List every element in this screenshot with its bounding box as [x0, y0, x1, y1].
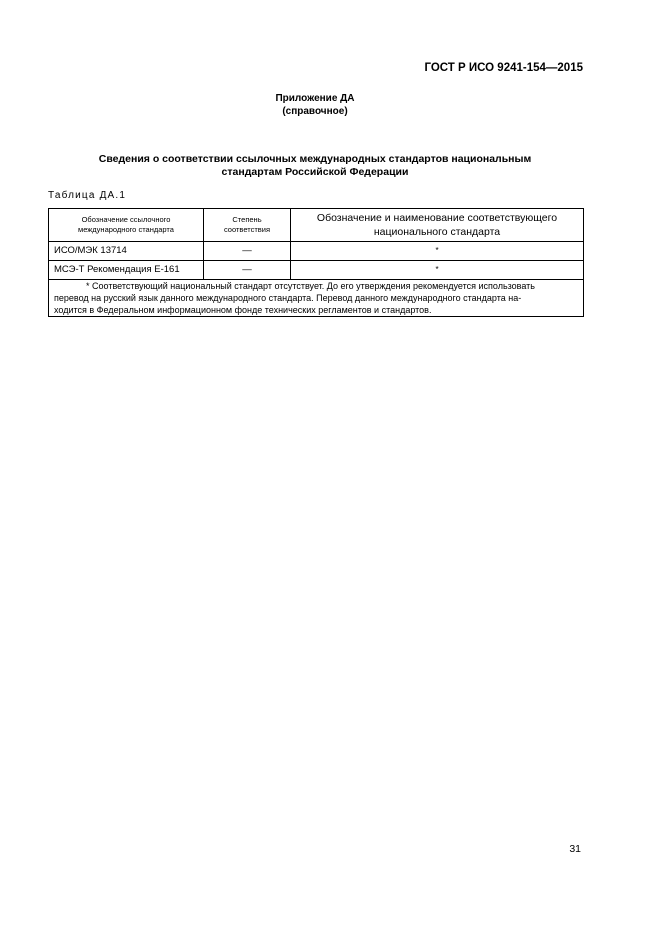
header-national-standard: Обозначение и наименование соответствующего национального стандарта: [291, 209, 584, 242]
page-number: 31: [569, 843, 581, 855]
footnote-line-2: перевод на русский язык данного международного стандарта. Перевод данного международного стандарта на-: [54, 293, 522, 303]
correspondence-table: [48, 208, 584, 317]
footnote-line-3: ходится в Федеральном информационном фонде технических регламентов и стандартов.: [54, 305, 432, 315]
header-degree-of-correspondence: Степень соответствия: [204, 209, 291, 242]
section-heading-line-1: Сведения о соответствии ссылочных международных стандартов национальным: [98, 153, 532, 165]
cell-degree: —: [204, 261, 291, 280]
header-reference-standard: Обозначение ссылочного международного стандарта: [49, 209, 204, 242]
annex-title: Приложение ДА: [275, 93, 355, 104]
annex-subtitle: (справочное): [282, 106, 348, 117]
section-heading-line-2: стандартам Российской Федерации: [221, 166, 409, 178]
table-footnote: [49, 280, 584, 317]
table-row: [49, 242, 584, 261]
cell-reference: МСЭ-Т Рекомендация Е-161: [49, 261, 204, 280]
section-heading: [0, 153, 630, 179]
cell-reference: ИСО/МЭК 13714: [49, 242, 204, 261]
table-caption: Таблица ДА.1: [48, 190, 127, 201]
cell-degree: —: [204, 242, 291, 261]
cell-national: *: [291, 261, 584, 280]
table-footnote-row: [49, 280, 584, 317]
table-header-row: [49, 209, 584, 242]
cell-national: *: [291, 242, 584, 261]
footnote-line-1: * Соответствующий национальный стандарт отсутствует. До его утверждения рекомендуется использовать: [86, 281, 535, 291]
annex-heading: [0, 92, 630, 118]
table-row: [49, 261, 584, 280]
document-code: ГОСТ Р ИСО 9241-154—2015: [424, 62, 583, 74]
